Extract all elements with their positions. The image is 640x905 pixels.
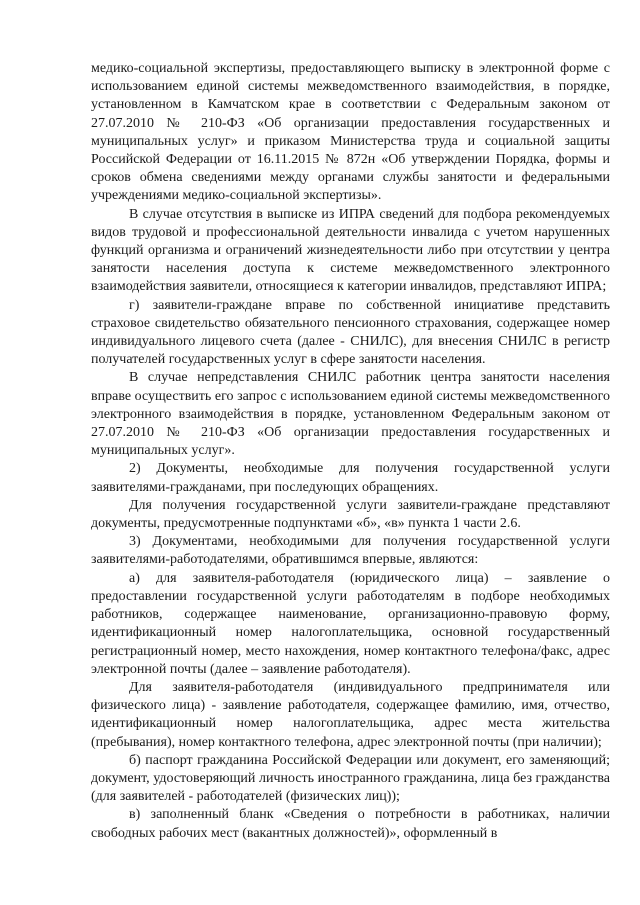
paragraph: Для получения государственной услуги заявители-граждане представляют документы, предусмотренные подпунктами «б», «в» пункта 1 части 2.6.	[91, 497, 610, 532]
paragraph: В случае непредставления СНИЛС работник центра занятости населения вправе осуществить его запрос с использованием единой системы межведомственного электронного взаимодействия в порядке, установленном Федеральным законом от 27.07.2010 № 210-ФЗ «Об организации предоставления государственных и муниципальных услуг».	[91, 370, 610, 459]
paragraph: в) заполненный бланк «Сведения о потребности в работниках, наличии свободных рабочих мест (вакантных должностей)», оформленный в	[91, 807, 610, 841]
paragraph: медико-социальной экспертизы, предоставляющего выписку в электронной форме с использованием единой системы межведомственного взаимодействия, в порядке, установленном в Камчатском крае в соответствии с Федеральным законом от 27.07.2010 № 210-ФЗ «Об организации предоставления государственных и муниципальных услуг» и приказом Министерства труда и социальной защиты Российской Федерации от 16.11.2015 № 872н «Об утверждении Порядка, формы и сроков обмена сведениями между органами службы занятости и федеральными учреждениями медико-социальной экспертизы».	[91, 61, 610, 204]
paragraph: а) для заявителя-работодателя (юридического лица) – заявление о предоставлении государственной услуги работодателям в подборе необходимых работников, содержащее наименование, организационно-правовую форму, идентификационный номер налогоплательщика, основной государственный регистрационный номер, место нахождения, номер контактного телефона/факс, адрес электронной почты (далее – заявление работодателя).	[91, 570, 610, 677]
paragraph: Для заявителя-работодателя (индивидуального предпринимателя или физического лица) - заявление работодателя, содержащее фамилию, имя, отчество, идентификационный номер налогоплательщика, адрес места жительства (пребывания), номер контактного телефона, адрес электронной почты (при наличии);	[91, 679, 610, 750]
paragraph: 2) Документы, необходимые для получения государственной услуги заявителями-гражданами, при последующих обращениях.	[91, 461, 610, 495]
paragraph: г) заявители-граждане вправе по собственной инициативе представить страховое свидетельство обязательного пенсионного страхования, содержащее номер индивидуального лицевого счета (далее - СНИЛС), для внесения СНИЛС в регистр получателей государственных услуг в сфере занятости населения.	[91, 297, 610, 368]
paragraph: б) паспорт гражданина Российской Федерации или документ, его заменяющий; документ, удостоверяющий личность иностранного гражданина, лица без гражданства (для заявителей - работодателей (физических лиц));	[91, 752, 610, 805]
paragraph: В случае отсутствия в выписке из ИПРА сведений для подбора рекомендуемых видов трудовой и профессиональной деятельности инвалида с учетом нарушенных функций организма и ограничений жизнедеятельности либо при отсутствии у центра занятости населения доступа к системе межведомственного электронного взаимодействия заявители, относящиеся к категории инвалидов, представляют ИПРА;	[91, 206, 610, 295]
document-body	[91, 60, 610, 843]
paragraph: 3) Документами, необходимыми для получения государственной услуги заявителями-работодателями, обратившимся впервые, являются:	[91, 534, 610, 568]
